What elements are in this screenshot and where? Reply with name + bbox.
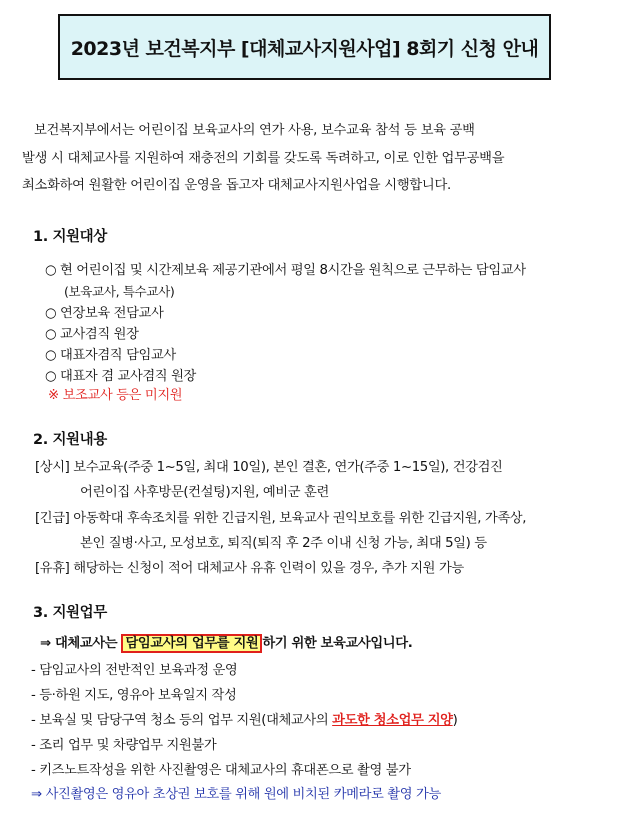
duty-item: - 담임교사의 전반적인 보육과정 운영 <box>31 663 238 678</box>
section3-heading: 3. 지원업무 <box>33 605 107 621</box>
page-title: 2023년 보건복지부 [대체교사지원사업] 8회기 신청 안내 <box>70 37 539 60</box>
cleaning-suffix: ) <box>452 713 458 728</box>
section2-heading: 2. 지원내용 <box>33 432 107 448</box>
support-line: [유휴] 해당하는 신청이 적어 대체교사 유휴 인력이 있을 경우, 추가 지원 가능 <box>35 561 464 576</box>
support-line: 본인 질병·사고, 모성보호, 퇴직(퇴직 후 2주 이내 신청 가능, 최대 5일) 등 <box>80 536 487 551</box>
target-item: ○ 연장보육 전담교사 <box>45 306 164 321</box>
cleaning-prefix: - 보육실 및 담당구역 청소 등의 업무 지원(대체교사의 <box>31 713 333 728</box>
role-lead-prefix: ⇒ 대체교사는 <box>40 636 122 651</box>
intro-line: 보건복지부에서는 어린이집 보육교사의 연가 사용, 보수교육 참석 등 보육 공백 <box>34 123 475 138</box>
role-lead-suffix: 하기 위한 보육교사입니다. <box>262 636 413 651</box>
duty-item: - 키즈노트작성을 위한 사진촬영은 대체교사의 휴대폰으로 촬영 불가 <box>31 763 411 778</box>
intro-paragraph <box>22 117 602 200</box>
target-item: ○ 대표자 겸 교사겸직 원장 <box>45 369 196 384</box>
duty-item-cleaning <box>31 709 457 728</box>
title-box <box>58 14 551 80</box>
target-item: ○ 대표자겸직 담임교사 <box>45 348 176 363</box>
target-item: ○ 교사겸직 원장 <box>45 327 139 342</box>
intro-line: 최소화하여 원활한 어린이집 운영을 돕고자 대체교사지원사업을 시행합니다. <box>22 178 451 193</box>
intro-line: 발생 시 대체교사를 지원하여 재충전의 기회를 갖도록 독려하고, 이로 인한 업무공백을 <box>22 150 505 166</box>
support-line: [긴급] 아동학대 후속조치를 위한 긴급지원, 보육교사 권익보호를 위한 긴급지원, 가족상, <box>35 511 527 526</box>
section1-heading: 1. 지원대상 <box>33 229 107 245</box>
cleaning-emphasis: 과도한 청소업무 지양 <box>332 713 453 728</box>
target-item-sub: (보육교사, 특수교사) <box>64 284 175 299</box>
exclusion-note: ※ 보조교사 등은 미지원 <box>48 388 183 403</box>
duty-item: - 등·하원 지도, 영유아 보육일지 작성 <box>31 688 237 703</box>
photo-footer-note: ⇒ 사진촬영은 영유아 초상권 보호를 위해 원에 비치된 카메라로 촬영 가능 <box>31 787 441 802</box>
role-lead-highlight: 담임교사의 업무를 지원 <box>121 634 262 653</box>
role-lead <box>40 632 412 651</box>
target-item: ○ 현 어린이집 및 시간제보육 제공기관에서 평일 8시간을 원칙으로 근무하는 담임교사 <box>45 263 526 278</box>
support-line: 어린이집 사후방문(컨설팅)지원, 예비군 훈련 <box>80 485 329 500</box>
duty-item: - 조리 업무 및 차량업무 지원불가 <box>31 738 217 753</box>
support-line: [상시] 보수교육(주중 1~5일, 최대 10일), 본인 결혼, 연가(주중 1~15일), 건강검진 <box>35 460 503 475</box>
